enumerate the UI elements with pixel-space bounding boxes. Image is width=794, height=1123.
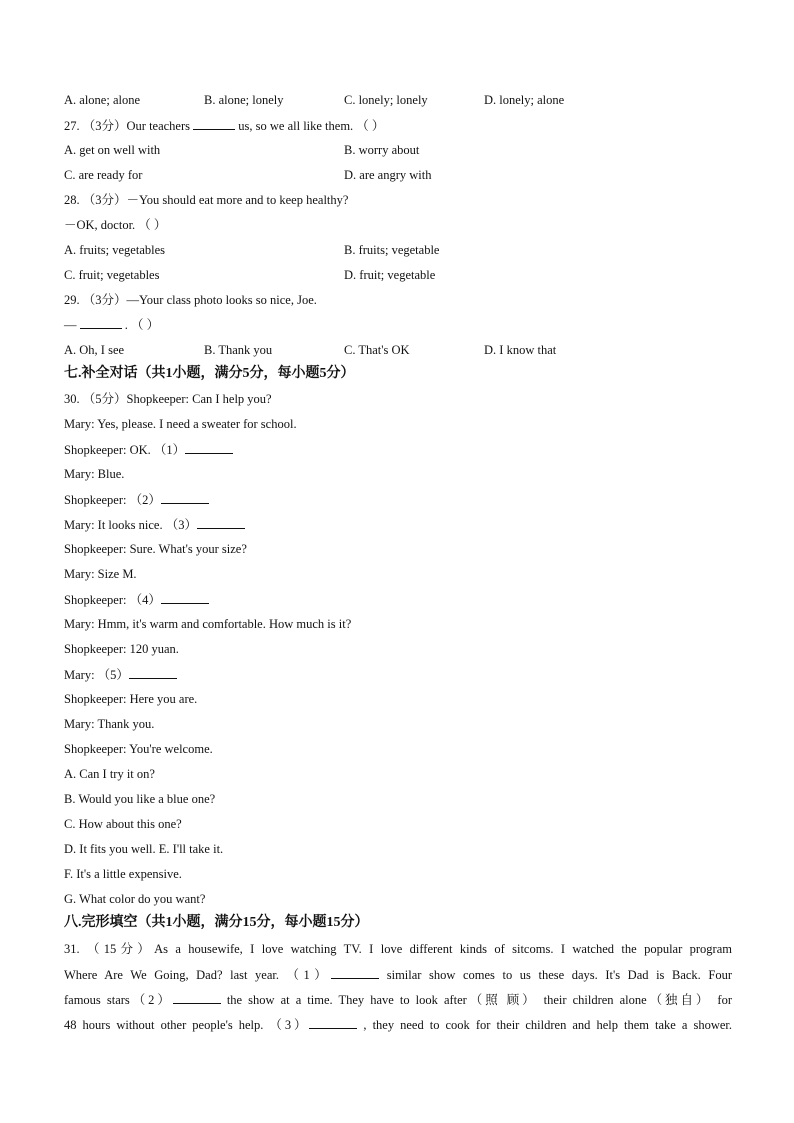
- passage-text: similar show comes to us these days. It's Dad is Back. Four: [379, 968, 732, 982]
- q27-option-c: C. are ready for: [64, 168, 143, 182]
- dialog-line: Mary: Yes, please. I need a sweater for school.: [64, 417, 297, 431]
- q28-option-d: D. fruit; vegetable: [344, 268, 436, 282]
- section-7-title: 七.补全对话（共1小题，满分5分，每小题5分）: [64, 366, 355, 381]
- section-8-title: 八.完形填空（共1小题，满分15分，每小题15分）: [64, 915, 369, 930]
- passage-line-4: [64, 1016, 732, 1033]
- q27-option-d: D. are angry with: [344, 168, 432, 182]
- blank-5: [129, 666, 177, 679]
- dialog-line: Shopkeeper: 120 yuan.: [64, 642, 179, 656]
- choice-d-e: D. It fits you well. E. I'll take it.: [64, 842, 224, 856]
- dialog-line: [64, 666, 177, 683]
- passage-text: 48 hours without other people's help. （3）: [64, 1018, 310, 1032]
- dialog-line: [64, 516, 245, 533]
- blank-2: [161, 491, 209, 504]
- blank-4: [161, 591, 209, 604]
- passage-text: the show at a time. They have to look after（照 顾） their children alone（独自） for: [220, 993, 732, 1007]
- dialog-line: Shopkeeper: Here you are.: [64, 692, 198, 706]
- q29-option-a: A. Oh, I see: [64, 343, 125, 357]
- q27-option-b: B. worry about: [344, 143, 420, 157]
- q28-reply: －OK, doctor. （ ）: [64, 218, 167, 232]
- q29-stem: 29. （3分）—Your class photo looks so nice, Joe.: [64, 293, 317, 307]
- q26-option-d: D. lonely; alone: [484, 93, 565, 107]
- dialog-line: Mary: Size M.: [64, 567, 137, 581]
- q29-reply-pre: —: [64, 318, 80, 332]
- blank-1: [185, 441, 233, 454]
- q26-option-b: B. alone; lonely: [204, 93, 284, 107]
- q28-option-c: C. fruit; vegetables: [64, 268, 160, 282]
- dialog-line: [64, 491, 209, 508]
- q29-reply-post: . （ ）: [121, 318, 160, 332]
- q27-stem-post: us, so we all like them. （ ）: [235, 119, 385, 133]
- passage-text: famous stars（2）: [64, 993, 173, 1007]
- choice-f: F. It's a little expensive.: [64, 867, 182, 881]
- dialog-line: Mary: Thank you.: [64, 717, 155, 731]
- q29-reply: [64, 316, 159, 333]
- q28-option-a: A. fruits; vegetables: [64, 243, 166, 257]
- choice-g: G. What color do you want?: [64, 892, 206, 906]
- q30-intro: 30. （5分）Shopkeeper: Can I help you?: [64, 392, 272, 406]
- passage-line-1: 31. （15分）As a housewife, I love watching TV. I love different kinds of sitcoms. I watched the popular program: [64, 942, 732, 956]
- q26-option-c: C. lonely; lonely: [344, 93, 428, 107]
- dialog-line: [64, 441, 233, 458]
- passage-line-3: [64, 991, 732, 1008]
- passage-blank-1: [331, 966, 379, 979]
- q27-stem-pre: 27. （3分）Our teachers: [64, 119, 194, 133]
- dialog-text: Shopkeeper: （2）: [64, 493, 161, 507]
- q29-option-c: C. That's OK: [344, 343, 410, 357]
- q26-option-a: A. alone; alone: [64, 93, 141, 107]
- choice-a: A. Can I try it on?: [64, 767, 155, 781]
- dialog-text: Shopkeeper: OK. （1）: [64, 443, 186, 457]
- choice-b: B. Would you like a blue one?: [64, 792, 216, 806]
- passage-line-2: [64, 966, 732, 983]
- dialog-line: [64, 591, 209, 608]
- dialog-line: Shopkeeper: Sure. What's your size?: [64, 542, 247, 556]
- dialog-line: Shopkeeper: You're welcome.: [64, 742, 213, 756]
- blank-3: [197, 516, 245, 529]
- q29-option-d: D. I know that: [484, 343, 557, 357]
- dialog-text: Shopkeeper: （4）: [64, 593, 161, 607]
- q29-option-b: B. Thank you: [204, 343, 273, 357]
- dialog-text: Mary: It looks nice. （3）: [64, 518, 197, 532]
- choice-c: C. How about this one?: [64, 817, 182, 831]
- q27-blank: [193, 117, 235, 130]
- dialog-text: Mary: （5）: [64, 668, 129, 682]
- q29-blank: [80, 316, 122, 329]
- passage-text: Where Are We Going, Dad? last year. （1）: [64, 968, 332, 982]
- q27-stem: [64, 117, 384, 134]
- q28-stem: 28. （3分）－You should eat more and to keep healthy?: [64, 193, 349, 207]
- dialog-line: Mary: Hmm, it's warm and comfortable. How much is it?: [64, 617, 352, 631]
- dialog-line: Mary: Blue.: [64, 467, 125, 481]
- passage-blank-2: [173, 991, 221, 1004]
- q27-option-a: A. get on well with: [64, 143, 161, 157]
- passage-text: , they need to cook for their children and help them take a shower.: [357, 1018, 732, 1032]
- passage-blank-3: [309, 1016, 357, 1029]
- q28-option-b: B. fruits; vegetable: [344, 243, 440, 257]
